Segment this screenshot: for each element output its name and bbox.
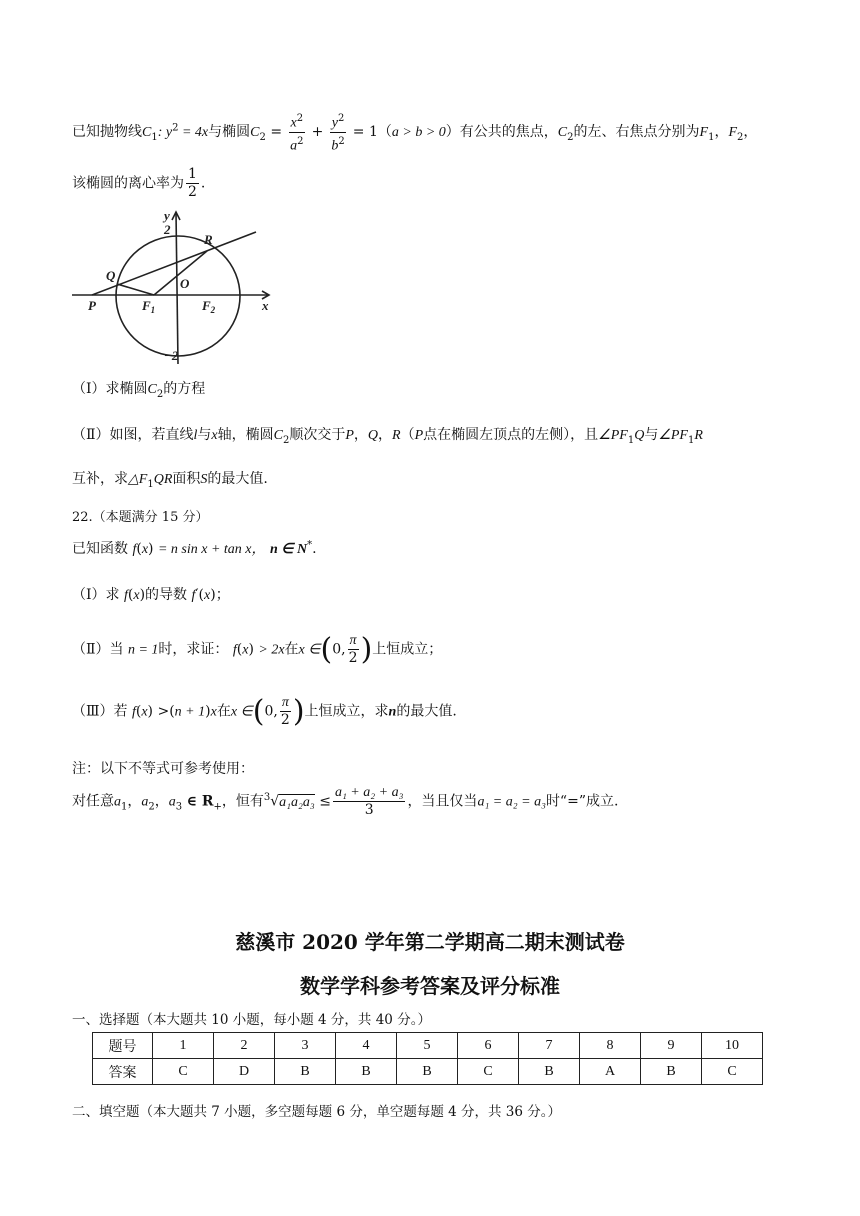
c2: C <box>557 125 568 141</box>
sub: + <box>213 801 222 813</box>
f: f <box>131 704 136 720</box>
text: ，恒有 <box>221 793 264 810</box>
text: （Ⅱ）当 <box>72 641 124 658</box>
q22-note2: 对任意$a_1$，$a_2$，$a_3$ ∈ $R_+$，恒有$^3$√a₁a₂a₃ ≤ $\frac{\text{a₁ + a₂ + a₃}}{3}$ ，当且仅当a₁ = a₂ = a₃时“=”成立. <box>72 785 619 818</box>
angle: Q <box>634 428 645 443</box>
table-cell: B <box>275 1059 336 1085</box>
table-cell: B <box>336 1059 397 1085</box>
angle: ∠PF <box>598 428 628 443</box>
two: 2 <box>348 650 358 666</box>
pi-over-2 <box>280 694 291 729</box>
text: 时，求证： <box>158 641 229 658</box>
le: ≤ <box>319 793 331 810</box>
y2-over-b2: $\frac{y^2}{b^2}$ <box>330 110 347 154</box>
period: . <box>200 175 206 192</box>
point-r: R <box>204 232 213 247</box>
sub: 2 <box>259 131 266 143</box>
angle: R <box>694 428 703 443</box>
row-header: 题号 <box>93 1033 153 1059</box>
text: 的导数 <box>145 587 188 603</box>
table-cell: C <box>153 1059 214 1085</box>
f1: F <box>699 125 709 141</box>
table-cell: B <box>397 1059 458 1085</box>
text: 互补，求 <box>72 471 128 487</box>
product: a₁a₂a₃ <box>279 794 315 810</box>
period: . <box>312 541 317 557</box>
sub: 2 <box>567 131 574 143</box>
f2: F <box>728 125 738 141</box>
text: 时“=”成立. <box>545 793 619 810</box>
sub: 2 <box>156 388 164 400</box>
equalities: a₁ = a₂ = a₃ <box>477 794 546 810</box>
in-r: ∈ R <box>186 793 214 810</box>
sub: 2 <box>282 434 290 446</box>
l: l <box>193 428 198 443</box>
f1-label: $F_1$ <box>142 298 156 315</box>
x-label: x <box>262 298 269 313</box>
x: x <box>290 115 297 131</box>
r: R <box>392 428 401 443</box>
f: f <box>132 542 137 557</box>
sub: 1 <box>687 434 695 446</box>
comma: ， <box>743 124 758 141</box>
table-cell: 2 <box>214 1033 275 1059</box>
eq: : y <box>157 125 173 141</box>
num: 1 <box>188 166 197 182</box>
q21-line1 <box>72 110 757 154</box>
text: 与椭圆 <box>208 124 251 141</box>
c2: C <box>250 125 260 141</box>
triangle: QR <box>153 472 173 487</box>
mean-fraction <box>333 784 406 819</box>
text: 上恒成立，求 <box>304 703 389 720</box>
pi-over-2 <box>348 632 359 667</box>
text: （Ⅰ）求椭圆 <box>72 381 148 397</box>
table-cell: C <box>458 1059 519 1085</box>
x: x <box>210 704 217 720</box>
table-cell: D <box>214 1059 275 1085</box>
b: b <box>331 138 339 154</box>
q21-line2 <box>72 166 205 201</box>
a2: a <box>141 794 149 810</box>
text: 上恒成立； <box>372 641 443 658</box>
ineq: > <box>157 703 170 720</box>
text: 在 <box>216 703 231 720</box>
sub: 1 <box>708 131 715 143</box>
answer-subtitle: 数学学科参考答案及评分标准 <box>300 974 560 998</box>
comma: ， <box>714 124 729 141</box>
q21-part1 <box>72 378 205 400</box>
condition: a > b > 0 <box>391 125 446 141</box>
row-header: 答案 <box>93 1059 153 1085</box>
n: n <box>388 704 397 720</box>
text: 与 <box>644 427 659 443</box>
y-axis <box>176 212 178 364</box>
text: 面积 <box>172 471 201 487</box>
n-plus-1: n + 1 <box>174 704 206 720</box>
text: 轴，椭圆 <box>217 427 274 443</box>
zero: 0, <box>332 641 346 658</box>
q22-part3: （Ⅲ）若 f(x) >(n + 1)x在x ∈(0, $\frac{\pi}{2}$ )上恒成立，求n的最大值. <box>72 694 457 729</box>
text: 顺次交于 <box>289 427 346 443</box>
tick-minus-2: −2 <box>164 348 179 363</box>
in: x ∈ <box>230 704 253 720</box>
domain: n ∈ N <box>269 542 308 557</box>
f1q-segment <box>117 284 154 295</box>
text: 的最大值. <box>396 703 457 720</box>
zero: 0, <box>264 703 278 720</box>
q22-intro: 已知函数 f(x) = n sin x + tan x， n ∈ N*. <box>72 539 317 557</box>
answer-table <box>92 1032 763 1085</box>
tick-2: 2 <box>164 222 171 237</box>
triangle: △F <box>128 472 148 487</box>
sub: 1 <box>151 131 158 143</box>
three: 3 <box>364 802 374 818</box>
table-cell: 3 <box>275 1033 336 1059</box>
eq: = 4x <box>178 125 209 141</box>
text: 已知抛物线 <box>72 124 142 141</box>
two: 2 <box>280 712 290 728</box>
y: y <box>331 115 338 131</box>
root-index: 3 <box>263 791 271 803</box>
text: ）有公共的焦点， <box>445 124 558 141</box>
f: f <box>191 588 196 603</box>
origin: O <box>180 276 190 291</box>
text: 点在椭圆左顶点的左侧），且 <box>423 427 599 443</box>
table-row <box>93 1033 763 1059</box>
text: （Ⅱ）如图，若直线 <box>72 427 194 443</box>
text: （Ⅰ）求 <box>72 587 120 603</box>
sub: 2 <box>737 131 744 143</box>
q: Q <box>367 428 379 443</box>
x2-over-a2: $\frac{x^2}{a^2}$ <box>289 110 306 154</box>
a: a <box>290 138 298 154</box>
line-l <box>92 232 256 295</box>
text: （Ⅲ）若 <box>72 703 128 720</box>
text: 该椭圆的离心率为 <box>72 175 184 192</box>
q22-header: 22.（本题满分 15 分） <box>72 510 209 525</box>
n-eq-1: n = 1 <box>127 642 159 658</box>
point-q: Q <box>106 268 116 283</box>
p: P <box>414 428 424 443</box>
comma: ， <box>353 427 368 443</box>
c1: C <box>142 125 152 141</box>
q22-part1: （Ⅰ）求 f(x)的导数 f′(x)； <box>72 587 230 603</box>
f: f <box>123 588 128 603</box>
text: 的方程 <box>163 381 206 397</box>
table-cell: A <box>580 1059 641 1085</box>
text: 的左、右焦点分别为 <box>573 124 700 141</box>
pi: π <box>281 695 289 710</box>
table-cell: B <box>519 1059 580 1085</box>
table-cell: 1 <box>153 1033 214 1059</box>
ellipse-figure <box>68 208 278 368</box>
table-cell: 10 <box>702 1033 763 1059</box>
text: ，当且仅当 <box>407 793 478 810</box>
section-2-heading: 二、填空题（本大题共 7 小题，多空题每题 6 分，单空题每题 4 分，共 36 分。） <box>72 1104 562 1120</box>
c2: C <box>273 428 283 443</box>
paren: （ <box>377 124 392 141</box>
q22-part2: （Ⅱ）当 n = 1时，求证： f(x) > 2x在x ∈(0, $\frac{\pi}{2}$ )上恒成立； <box>72 632 443 667</box>
sup: 2 <box>172 122 179 134</box>
table-cell: 7 <box>519 1033 580 1059</box>
table-cell: C <box>702 1059 763 1085</box>
text: （ <box>400 427 415 443</box>
plus: + <box>311 124 324 141</box>
y-label: y <box>164 208 170 223</box>
f: f <box>232 642 237 658</box>
angle: ∠PF <box>658 428 688 443</box>
point-p: P <box>88 298 96 313</box>
den: 2 <box>188 184 197 200</box>
sum: a₁ + a₂ + a₃ <box>334 785 404 800</box>
sub: 1 <box>627 434 635 446</box>
text: 在 <box>284 641 299 658</box>
x: x <box>211 428 218 443</box>
c2: C <box>147 382 157 397</box>
text: ； <box>215 587 230 603</box>
comma: ， <box>378 427 393 443</box>
table-cell: 9 <box>641 1033 702 1059</box>
section-1-heading: 一、选择题（本大题共 10 小题，每小题 4 分，共 40 分。） <box>72 1012 431 1028</box>
answer-title: 慈溪市 2020 学年第二学期高二期末测试卷 <box>235 930 625 954</box>
q21-part2 <box>72 424 703 446</box>
table-row <box>93 1059 763 1085</box>
text: 与 <box>197 427 212 443</box>
table-cell: B <box>641 1059 702 1085</box>
eq1: = 1 <box>352 124 378 141</box>
table-cell: 5 <box>397 1033 458 1059</box>
a3: a <box>168 794 176 810</box>
definition: = n sin x + tan x， <box>157 542 266 557</box>
eq: = <box>270 124 283 141</box>
q22-note: 注：以下不等式可参考使用： <box>72 761 254 777</box>
text: 对任意 <box>72 793 114 810</box>
sub: 1 <box>147 478 154 490</box>
q21-part2-cont <box>72 468 268 490</box>
s: S <box>200 472 208 487</box>
p: P <box>345 428 354 443</box>
table-cell: 8 <box>580 1033 641 1059</box>
a1: a <box>114 794 121 810</box>
pi: π <box>349 633 357 648</box>
f2-label: $F_2$ <box>202 298 216 315</box>
text: 的最大值. <box>207 471 268 487</box>
table-cell: 4 <box>336 1033 397 1059</box>
in: x ∈ <box>298 642 321 658</box>
table-cell: 6 <box>458 1033 519 1059</box>
ineq: > 2x <box>258 642 285 658</box>
text: 已知函数 <box>72 541 128 557</box>
one-half <box>186 166 199 201</box>
sup: * <box>307 539 313 551</box>
